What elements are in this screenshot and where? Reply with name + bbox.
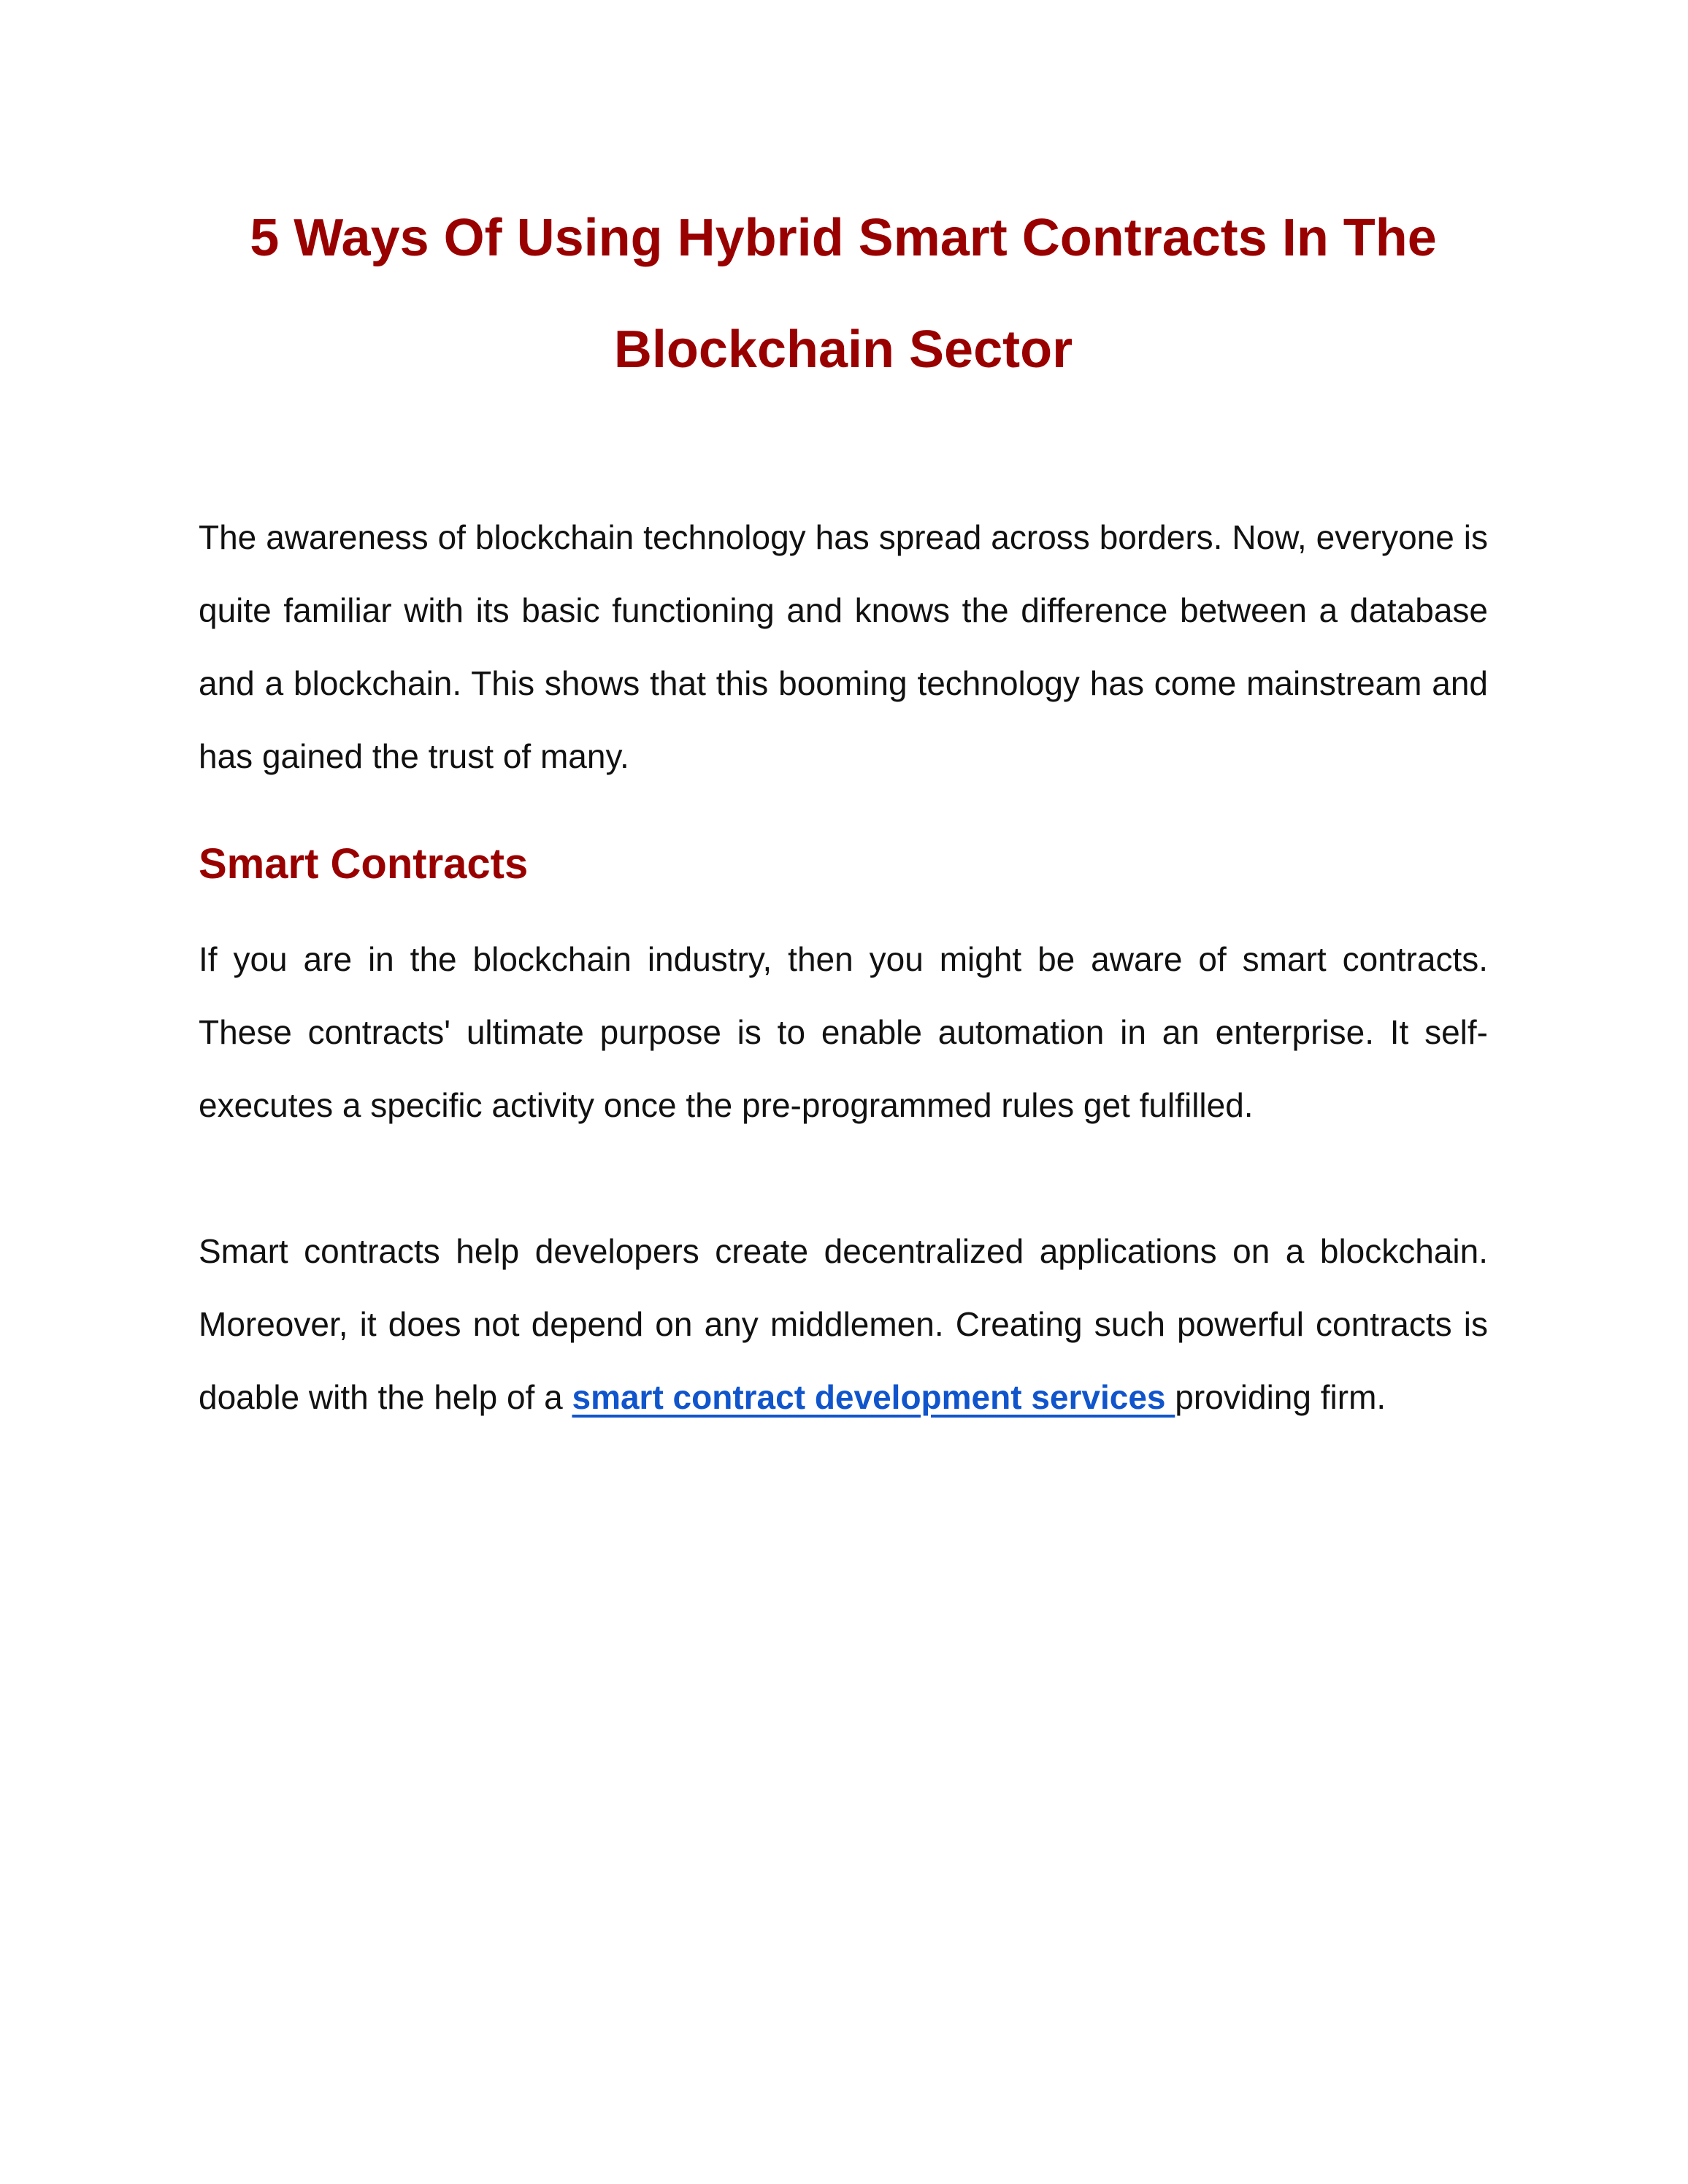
smart-contracts-paragraph-1: If you are in the blockchain industry, then you might be aware of smart contracts. These contracts' ultimate purpose is to enable automation in an enterprise. It self-executes a specific activity once the pre-programmed rules get fulfilled.: [199, 940, 1488, 1124]
section-heading-smart-contracts: Smart Contracts: [199, 840, 529, 888]
smart-contract-development-services-link[interactable]: smart contract development services: [572, 1378, 1175, 1416]
document-title: 5 Ways Of Using Hybrid Smart Contracts In The Blockchain Sector: [250, 209, 1437, 379]
paragraph-2-text-before-link: Smart contracts help developers create decentralized applications on a blockchain. Moreover, it does not depend on any middlemen. Creating such powerful contracts is doable with the help of a: [199, 1232, 1488, 1416]
intro-paragraph: The awareness of blockchain technology has spread across borders. Now, everyone is quite familiar with its basic functioning and knows the difference between a database and a blockchain. This shows that this booming technology has come mainstream and has gained the trust of many.: [199, 518, 1488, 775]
paragraph-2-text-after-link: providing firm.: [1175, 1378, 1386, 1416]
smart-contracts-paragraph-2: [199, 1215, 1488, 1434]
document-content: [199, 182, 1488, 1434]
